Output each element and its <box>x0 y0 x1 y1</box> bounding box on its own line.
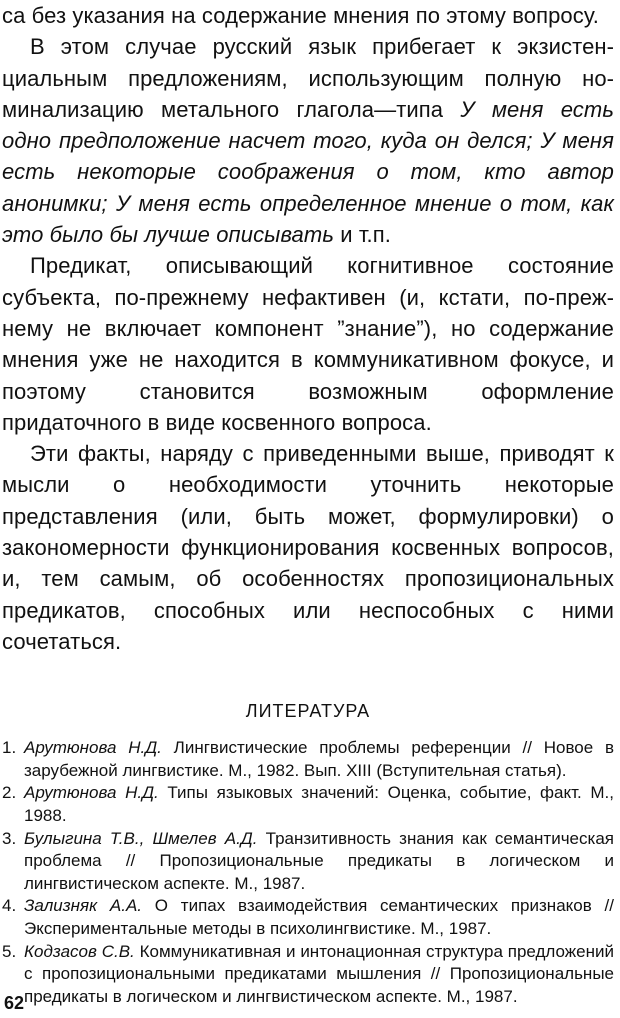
paragraph-text: са без указания на содержание мнения по этому вопросу. <box>2 3 599 28</box>
reference-author: Арутюнова Н.Д. <box>24 783 159 803</box>
reference-author: Зализняк А.А. <box>24 896 143 916</box>
paragraph <box>2 250 614 438</box>
reference-number: 4. <box>2 896 17 916</box>
reference-number: 3. <box>2 828 17 848</box>
reference-number: 1. <box>2 738 17 758</box>
reference-author: Арутюнова Н.Д. <box>24 738 162 758</box>
references-list <box>2 737 614 1008</box>
paragraph-text: Предикат, описывающий когнитивное состояние субъекта, по-прежнему нефактивен (и, кстати, по-прежнему не включает компонент ”знание”), но содержание мнения уже не находится в коммуникативном фокусе, и поэтому становится возможным оформление придаточного в виде косвенного вопроса. <box>2 253 614 435</box>
reference-text: Типы языковых значений: Оценка, событие, факт. М., 1988. <box>24 783 614 826</box>
reference-item <box>2 782 614 827</box>
reference-item <box>2 895 614 940</box>
references-heading: ЛИТЕРАТУРА <box>245 701 371 722</box>
reference-author: Булыгина Т.В., Шмелев А.Д. <box>24 828 258 848</box>
paragraph-text: Эти факты, наряду с приведенными выше, приводят к мысли о необходимости уточнить некоторые представления (или, быть может, формулировки) о закономерности функционирования косвенных вопросов, и, тем самым, об особенностях пропозициональных предикатов, способных или неспособных с ними сочетаться. <box>2 441 614 654</box>
paragraph <box>2 0 614 31</box>
reference-number: 2. <box>2 783 17 803</box>
paragraph <box>2 438 614 657</box>
italic-example-text: У меня есть одно предположение насчет того, куда он делся; У меня есть некоторые соображения о том, кто автор анонимки; У меня есть определенное мнение о том, как это было бы лучше описывать <box>2 96 614 248</box>
reference-text: О типах взаимодействия семантических признаков // Экспериментальные методы в психолингвистике. М., 1987. <box>24 896 614 938</box>
body-text <box>2 0 614 657</box>
paragraph-text: В этом случае русский язык прибегает к экзистенциальным предложениям, использующим полную номинализацию метального глагола—типа <box>2 34 614 122</box>
page-number: 62 <box>4 993 25 1013</box>
reference-author: Кодзасов С.В. <box>24 941 135 961</box>
reference-number: 5. <box>2 941 17 961</box>
reference-text: Коммуникативная и интонационная структура предложений с пропозициональными предикатами мышления // Пропозициональные предикаты в логическом и лингвистическом аспекте. М., 1987. <box>24 941 614 1006</box>
paragraph <box>2 31 614 250</box>
paragraph-text: и т.п. <box>334 222 391 248</box>
reference-item <box>2 737 614 782</box>
reference-text: Лингвистические проблемы референции // Новое в зарубежной лингвистике. М., 1982. Вып. XIII (Вступительная статья). <box>24 738 614 780</box>
reference-item <box>2 828 614 896</box>
reference-text: Транзитивность знания как семантическая проблема // Пропозициональные предикаты в логическом и лингвистическом аспекте. М., 1987. <box>24 828 614 893</box>
